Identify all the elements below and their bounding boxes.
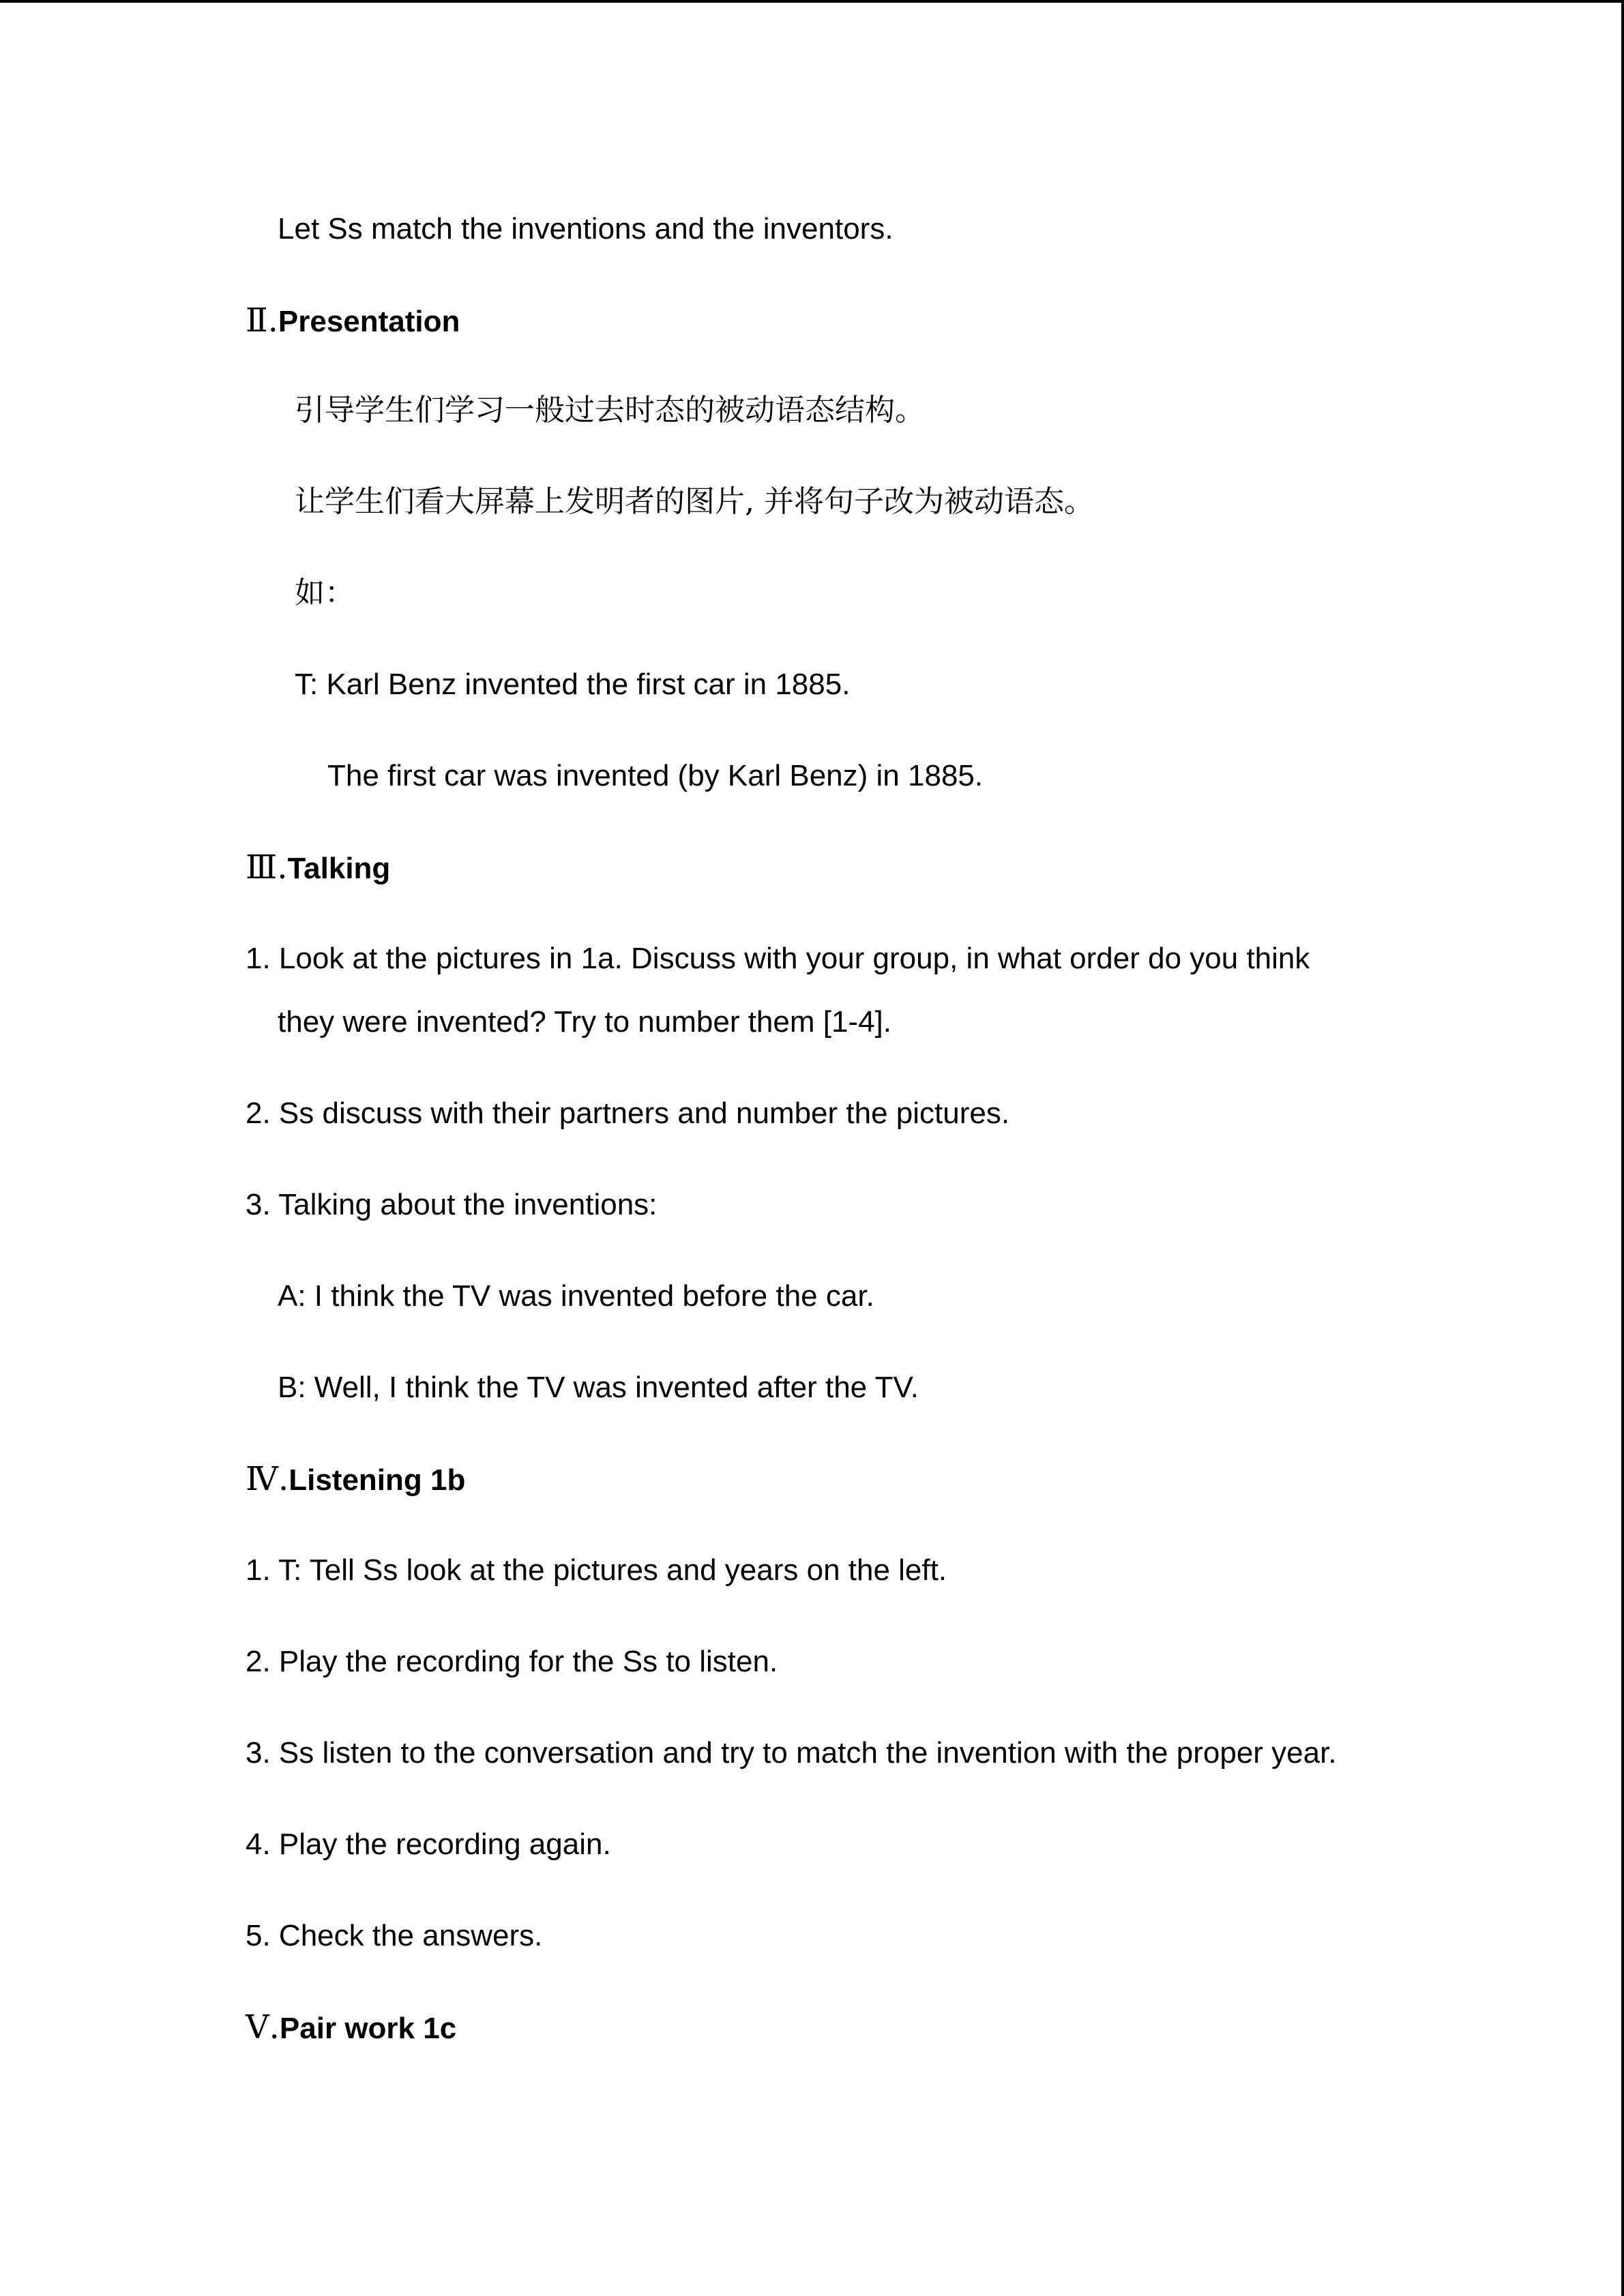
talking-item-1-line-1: 1. Look at the pictures in 1a. Discuss with your group, in what order do you think — [246, 942, 1310, 975]
section-title: Presentation — [278, 305, 460, 338]
example-passive: The first car was invented (by Karl Benz) in 1885. — [327, 759, 984, 792]
cn-instruction-2: 让学生们看大屏幕上发明者的图片, 并将句子改为被动语态。 — [295, 484, 1094, 519]
section-number: Ⅳ. — [246, 1460, 289, 1498]
section-heading-presentation — [246, 300, 460, 342]
section-heading-talking — [246, 847, 390, 889]
section-title: Pair work 1c — [279, 2012, 457, 2045]
listening-item-5: 5. Check the answers. — [246, 1919, 543, 1952]
listening-item-2: 2. Play the recording for the Ss to listen. — [246, 1645, 778, 1678]
section-number: Ⅴ. — [246, 2008, 280, 2046]
listening-item-4: 4. Play the recording again. — [246, 1828, 611, 1861]
section-number: Ⅲ. — [246, 848, 288, 886]
dialog-line-b: B: Well, I think the TV was invented after the TV. — [278, 1371, 919, 1404]
example-active: T: Karl Benz invented the first car in 1885. — [295, 668, 851, 701]
section-heading-pair-work — [246, 2007, 456, 2049]
section-title: Listening 1b — [289, 1463, 466, 1497]
section-number: Ⅱ. — [246, 301, 278, 340]
talking-item-2: 2. Ss discuss with their partners and number the pictures. — [246, 1097, 1010, 1130]
page-right-border — [1621, 0, 1624, 2296]
listening-item-3: 3. Ss listen to the conversation and try to match the invention with the proper year. — [246, 1736, 1337, 1770]
intro-text: Let Ss match the inventions and the inventors. — [278, 212, 894, 245]
dialog-line-a: A: I think the TV was invented before the car. — [278, 1279, 874, 1313]
page-top-border — [0, 0, 1624, 3]
listening-item-1: 1. T: Tell Ss look at the pictures and years on the left. — [246, 1553, 947, 1587]
cn-example-label: 如： — [295, 576, 355, 610]
talking-item-3: 3. Talking about the inventions: — [246, 1188, 658, 1221]
section-heading-listening — [246, 1459, 465, 1501]
cn-instruction-1: 引导学生们学习一般过去时态的被动语态结构。 — [295, 393, 925, 428]
talking-item-1-line-2: they were invented? Try to number them [1-4]. — [278, 1005, 892, 1039]
section-title: Talking — [287, 852, 391, 885]
